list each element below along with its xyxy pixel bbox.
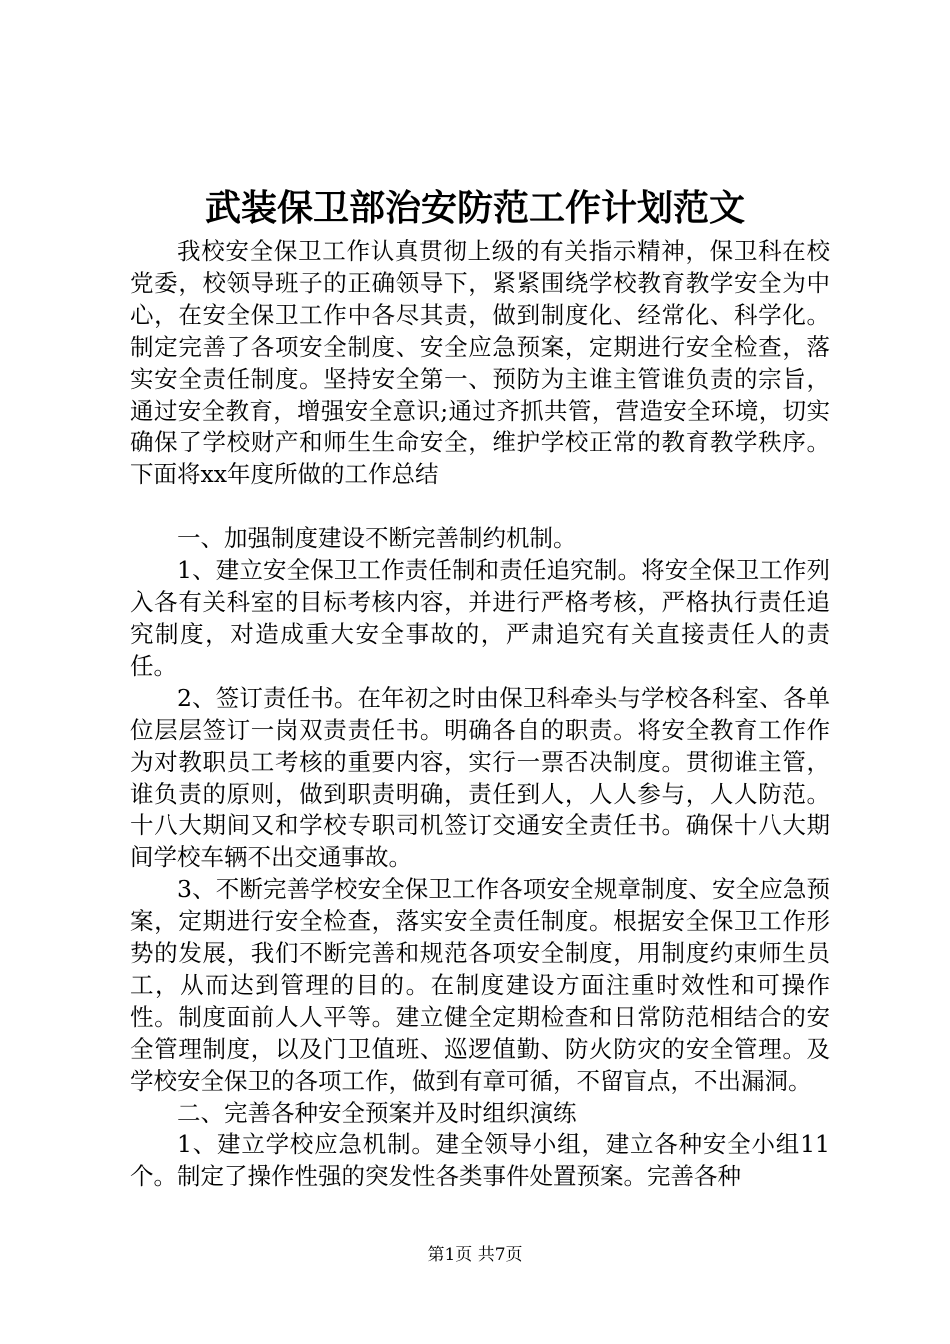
paragraph-gap	[130, 491, 830, 523]
intro-paragraph: 我校安全保卫工作认真贯彻上级的有关指示精神，保卫科在校党委，校领导班子的正确领导下，紧紧围绕学校教育教学安全为中心，在安全保卫工作中各尽其责，做到制度化、经常化、科学化。制定完善了各项安全制度、安全应急预案，定期进行安全检查，落实安全责任制度。坚持安全第一、预防为主谁主管谁负责的宗旨，通过安全教育，增强安全意识;通过齐抓共管，营造安全环境，切实确保了学校财产和师生生命安全，维护学校正常的教育教学秩序。下面将xx年度所做的工作总结	[130, 237, 830, 489]
section-1-item-3: 3、不断完善学校安全保卫工作各项安全规章制度、安全应急预案，定期进行安全检查，落实安全责任制度。根据安全保卫工作形势的发展，我们不断完善和规范各项安全制度，用制度约束师生员工，从而达到管理的目的。在制度建设方面注重时效性和可操作性。制度面前人人平等。建立健全定期检查和日常防范相结合的安全管理制度，以及门卫值班、巡逻值勤、防火防灾的安全管理。及学校安全保卫的各项工作，做到有章可循，不留盲点，不出漏洞。	[130, 875, 830, 1095]
document-title: 武装保卫部治安防范工作计划范文	[204, 187, 745, 229]
section-heading-2: 二、完善各种安全预案并及时组织演练	[177, 1098, 577, 1127]
section-2-item-1: 1、建立学校应急机制。建全领导小组，建立各种安全小组11个。制定了操作性强的突发性各类事件处置预案。完善各种	[130, 1130, 830, 1191]
section-heading-1: 一、加强制度建设不断完善制约机制。	[177, 524, 577, 553]
document-body	[130, 236, 830, 1193]
section-1-item-1: 1、建立安全保卫工作责任制和责任追究制。将安全保卫工作列入各有关科室的目标考核内容，并进行严格考核，严格执行责任追究制度，对造成重大安全事故的，严肃追究有关直接责任人的责任。	[130, 556, 830, 680]
section-1-item-2: 2、签订责任书。在年初之时由保卫科牵头与学校各科室、各单位层层签订一岗双责责任书。明确各自的职责。将安全教育工作作为对教职员工考核的重要内容，实行一票否决制度。贯彻谁主管，谁负责的原则，做到职责明确，责任到人，人人参与，人人防范。十八大期间又和学校专职司机签订交通安全责任书。确保十八大期间学校车辆不出交通事故。	[130, 683, 830, 872]
page-footer: 第1页 共7页	[427, 1245, 523, 1265]
